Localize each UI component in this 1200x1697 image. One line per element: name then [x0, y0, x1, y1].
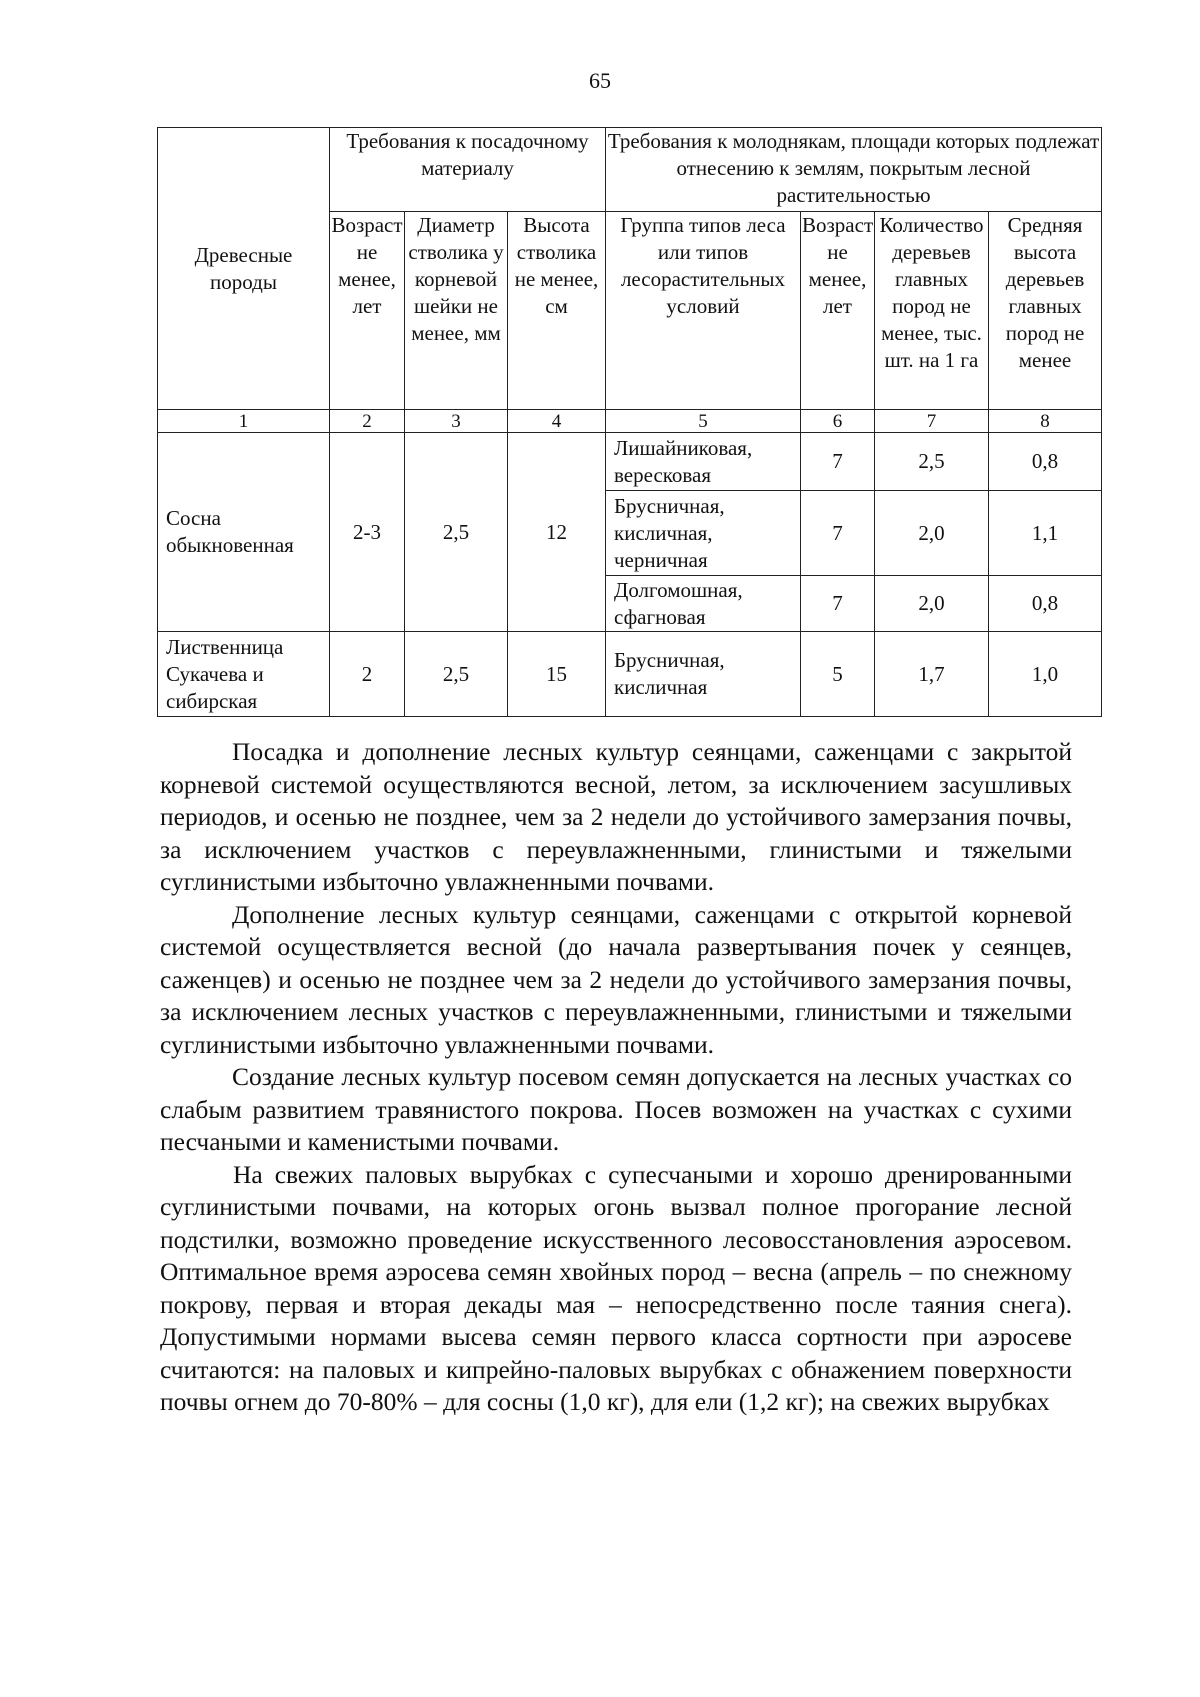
- pine-age-young: 7: [801, 491, 875, 576]
- pine-diameter: 2,5: [405, 433, 508, 632]
- col-number: 1: [158, 410, 330, 433]
- pine-age-young: 7: [801, 576, 875, 632]
- col-number: 2: [330, 410, 405, 433]
- header-young-group: Требования к молоднякам, площади которых подлежат отнесению к землям, покрытым лесной растительностью: [606, 128, 1102, 212]
- larch-age: 2: [330, 632, 405, 717]
- header-height: Высота стволика не менее, см: [508, 212, 606, 410]
- paragraph: Посадка и дополнение лесных культур сеянцами, саженцами с закрытой корневой системой осуществляются весной, летом, за исключением засушливых периодов, и осенью не позднее, чем за 2 недели до устойчивого замерзания почвы, за исключением участков с переувлажненными, глинистыми и тяжелыми суглинистыми избыточно увлажненными почвами.: [160, 737, 1072, 896]
- larch-age-young: 5: [801, 632, 875, 717]
- pine-height: 12: [508, 433, 606, 632]
- header-planting-group: Требования к посадочному материалу: [330, 128, 606, 212]
- pine-forest-type: Лишайниковая, вересковая: [606, 433, 801, 491]
- header-species: Древесные породы: [158, 128, 330, 410]
- page-number: 65: [589, 68, 611, 93]
- col-number: 7: [875, 410, 989, 433]
- header-diameter: Диаметр стволика у корневой шейки не менее, мм: [405, 212, 508, 410]
- pine-age: 2-3: [330, 433, 405, 632]
- pine-species: Сосна обыкновенная: [158, 433, 330, 632]
- col-number: 6: [801, 410, 875, 433]
- larch-avg-height: 1,0: [989, 632, 1102, 717]
- pine-avg-height: 1,1: [989, 491, 1102, 576]
- header-avg-height: Средняя высота деревьев главных пород не менее: [989, 212, 1102, 410]
- header-tree-count: Количество деревьев главных пород не менее, тыс. шт. на 1 га: [875, 212, 989, 410]
- requirements-table: [157, 127, 1102, 717]
- body-text: [160, 736, 1072, 1419]
- larch-forest-type: Брусничная, кисличная: [606, 632, 801, 717]
- paragraph: Дополнение лесных культур сеянцами, саженцами с открытой корневой системой осуществляется весной (до начала развертывания почек у сеянцев, саженцев) и осенью не позднее чем за 2 недели до устойчивого замерзания почвы, за исключением лесных участков с переувлажненными, глинистыми и тяжелыми суглинистыми избыточно увлажненными почвами.: [160, 899, 1072, 1059]
- col-number: 4: [508, 410, 606, 433]
- larch-diameter: 2,5: [405, 632, 508, 717]
- pine-avg-height: 0,8: [989, 433, 1102, 491]
- larch-species: Лиственница Сукачева и сибирская: [158, 632, 330, 717]
- col-number: 8: [989, 410, 1102, 433]
- pine-tree-count: 2,5: [875, 433, 989, 491]
- pine-avg-height: 0,8: [989, 576, 1102, 632]
- header-age-young: Возраст не менее, лет: [801, 212, 875, 410]
- header-age-planting: Возраст не менее, лет: [330, 212, 405, 410]
- pine-forest-type: Брусничная, кисличная, черничная: [606, 491, 801, 576]
- larch-height: 15: [508, 632, 606, 717]
- col-number: 5: [606, 410, 801, 433]
- paragraph: Создание лесных культур посевом семян допускается на лесных участках со слабым развитием травянистого покрова. Посев возможен на участках с сухими песчаными и каменистыми почвами.: [160, 1062, 1072, 1156]
- pine-age-young: 7: [801, 433, 875, 491]
- larch-tree-count: 1,7: [875, 632, 989, 717]
- paragraph: На свежих паловых вырубках с супесчаными и хорошо дренированными суглинистыми почвами, на которых огонь вызвал полное прогорание лесной подстилки, возможно проведение искусственного лесовосстановления аэросевом. Оптимальное время аэросева семян хвойных пород – весна (апрель – по снежному покрову, первая и вторая декады мая – непосредственно после таяния снега). Допустимыми нормами высева семян первого класса сортности при аэросеве считаются: на паловых и кипрейно-паловых вырубках с обнажением поверхности почвы огнем до 70-80% – для сосны (1,0 кг), для ели (1,2 кг); на свежих вырубках: [160, 1159, 1072, 1416]
- pine-forest-type: Долгомошная, сфагновая: [606, 576, 801, 632]
- col-number: 3: [405, 410, 508, 433]
- pine-tree-count: 2,0: [875, 576, 989, 632]
- header-forest-type: Группа типов леса или типов лесорастительных условий: [606, 212, 801, 410]
- pine-tree-count: 2,0: [875, 491, 989, 576]
